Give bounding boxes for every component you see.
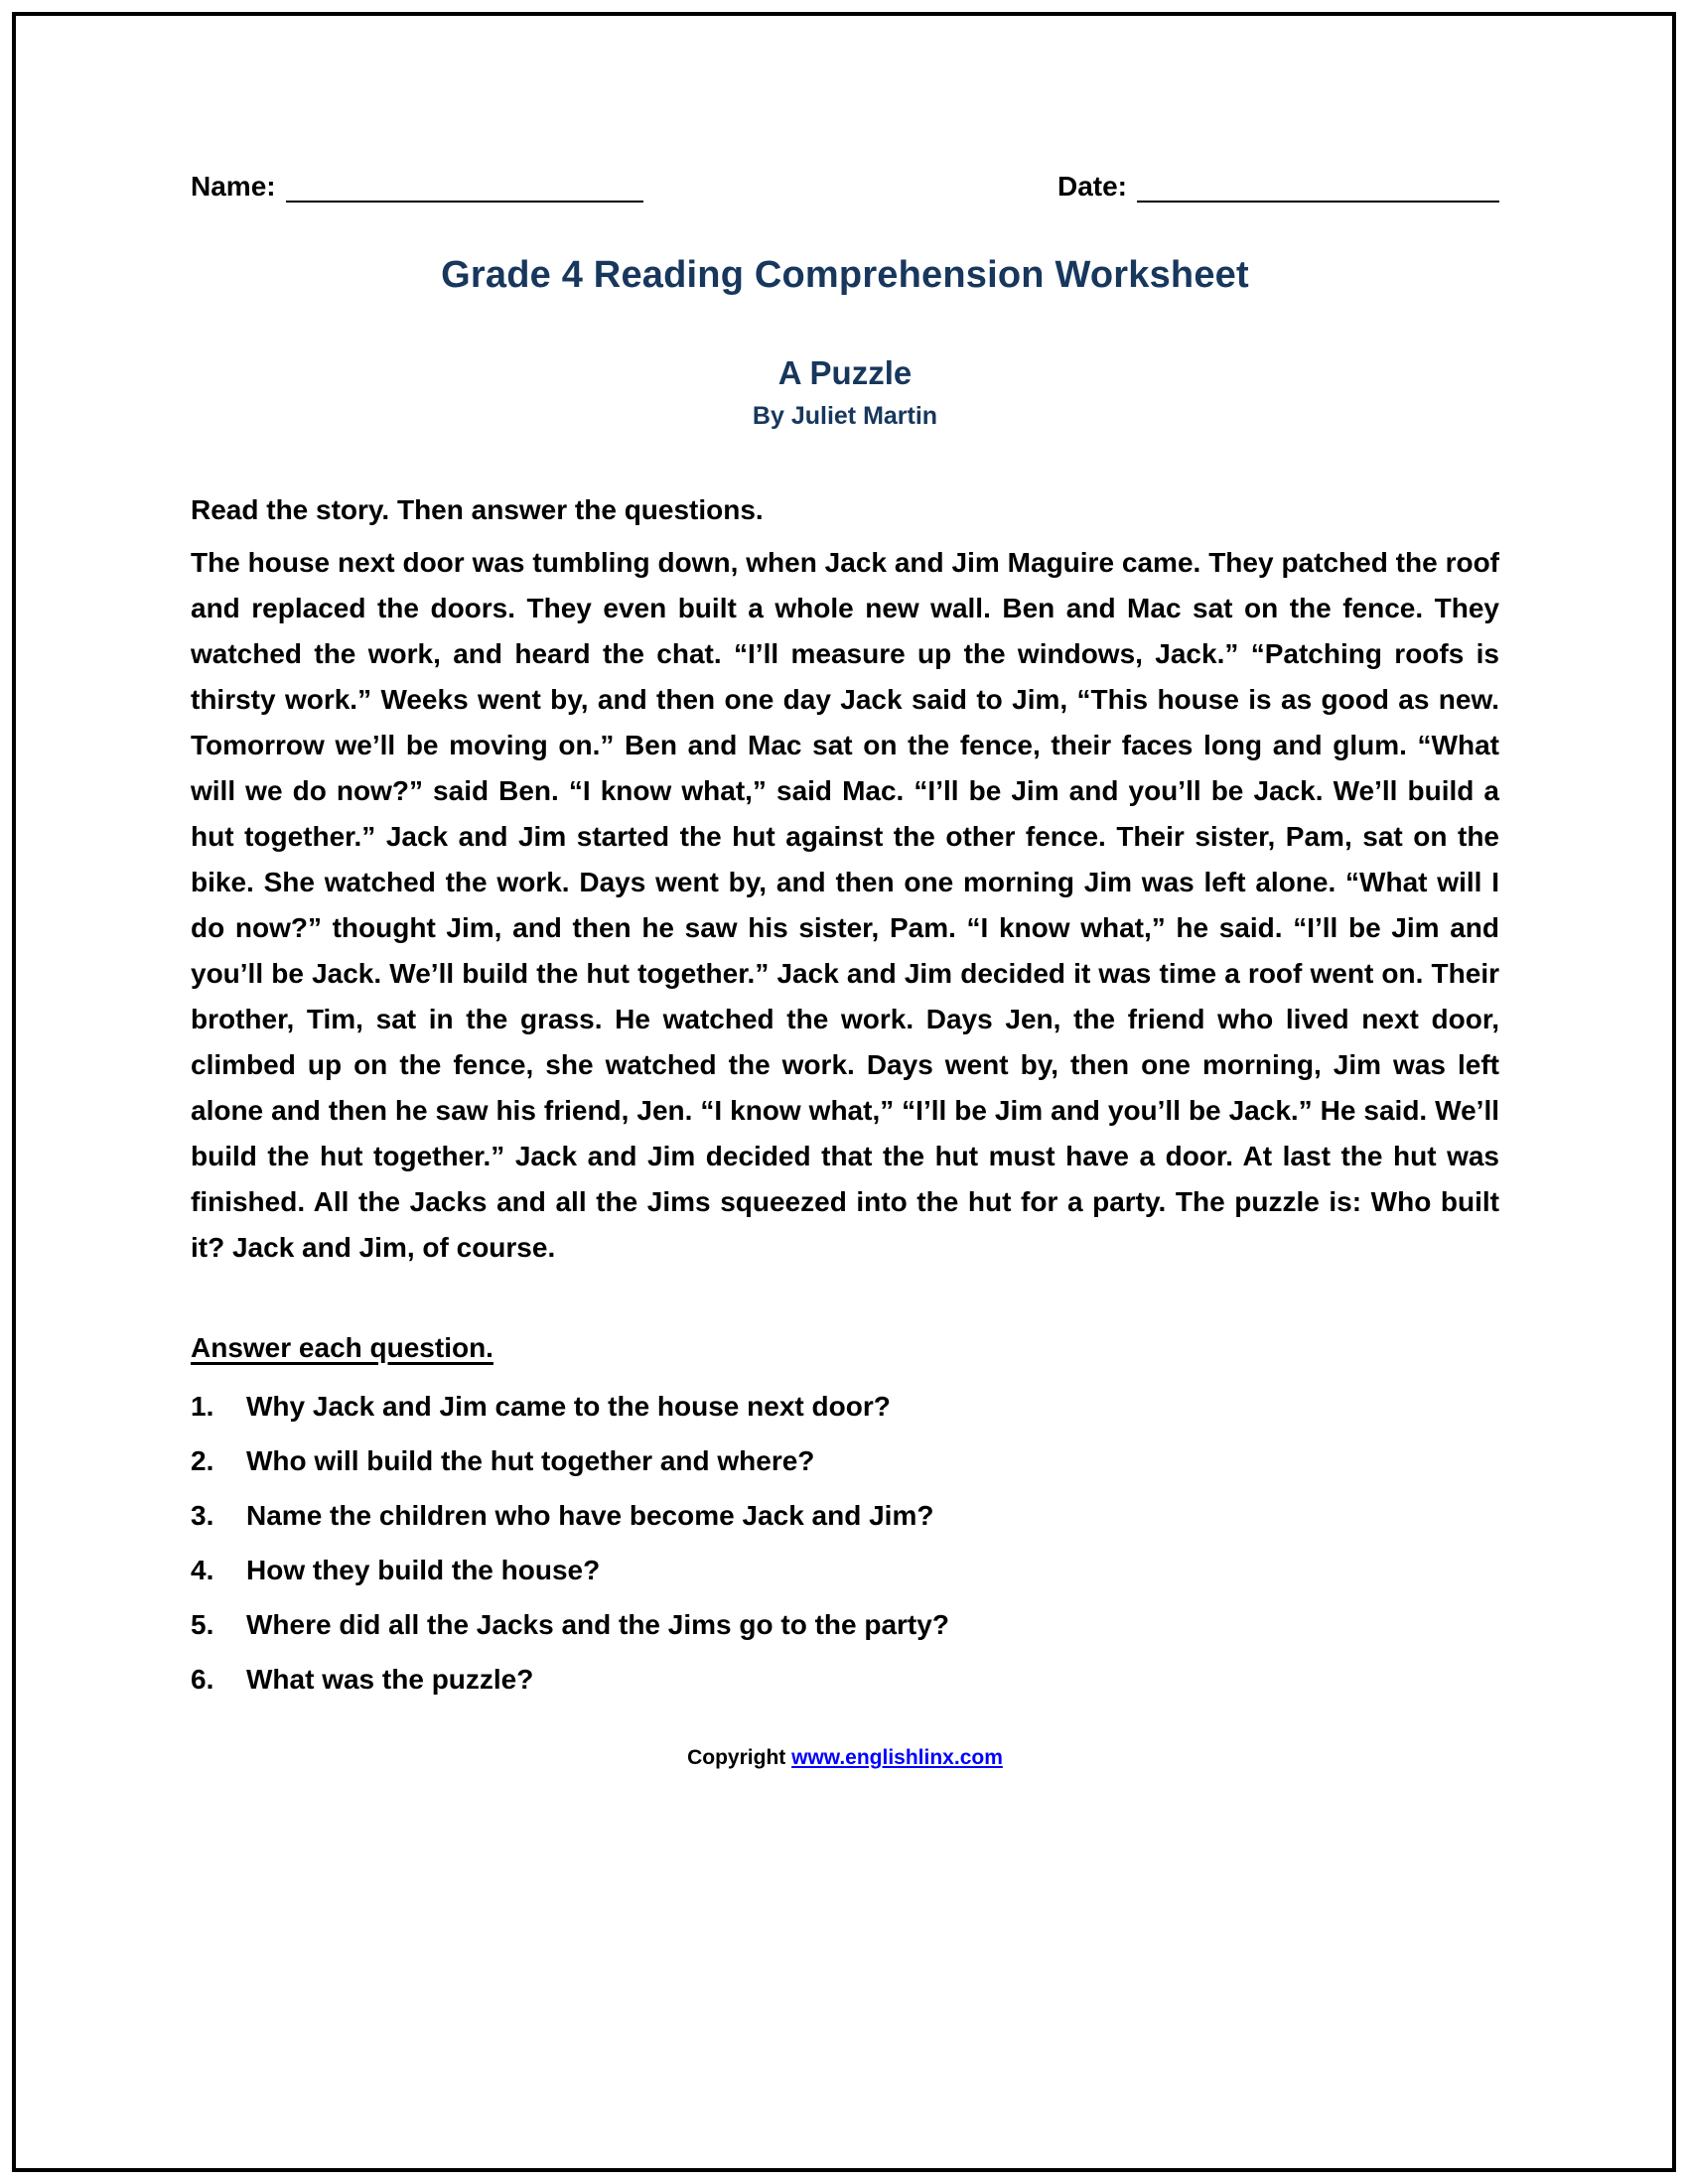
copyright-label: Copyright	[687, 1746, 786, 1769]
name-date-row	[191, 171, 1499, 203]
question-text: Name the children who have become Jack and Jim?	[246, 1500, 934, 1531]
story-text: The house next door was tumbling down, when Jack and Jim Maguire came. They patched the roof and replaced the doors. They even built a whole new wall. Ben and Mac sat on the fence. They watched the work, and heard the chat. “I’ll measure up the windows, Jack.” “Patching roofs is thirsty work.” Weeks went by, and then one day Jack said to Jim, “This house is as good as new. Tomorrow we’ll be moving on.” Ben and Mac sat on the fence, their faces long and glum. “What will we do now?” said Ben. “I know what,” said Mac. “I’ll be Jim and you’ll be Jack. We’ll build a hut together.” Jack and Jim started the hut against the other fence. Their sister, Pam, sat on the bike. She watched the work. Days went by, and then one morning Jim was left alone. “What will I do now?” thought Jim, and then he saw his sister, Pam. “I know what,” he said. “I’ll be Jim and you’ll be Jack. We’ll build the hut together.” Jack and Jim decided it was time a roof went on. Their brother, Tim, sat in the grass. He watched the work. Days Jen, the friend who lived next door, climbed up on the fence, she watched the work. Days went by, then one morning, Jim was left alone and then he saw his friend, Jen. “I know what,” “I’ll be Jim and you’ll be Jack.” He said. We’ll build the hut together.” Jack and Jim decided that the hut must have a door. At last the hut was finished. All the Jacks and all the Jims squeezed into the hut for a party. The puzzle is: Who built it? Jack and Jim, of course.	[191, 547, 1499, 1263]
name-blank-line	[286, 171, 643, 203]
date-blank-line	[1137, 171, 1499, 203]
question-item	[191, 1388, 1499, 1426]
question-number: 5.	[191, 1609, 214, 1640]
question-number: 4.	[191, 1555, 214, 1585]
copyright-link[interactable]: www.englishlinx.com	[791, 1746, 1003, 1769]
questions-list	[191, 1388, 1499, 1699]
question-number: 3.	[191, 1500, 214, 1531]
question-item	[191, 1606, 1499, 1644]
name-label: Name:	[191, 171, 276, 202]
question-item	[191, 1661, 1499, 1699]
question-text: Where did all the Jacks and the Jims go to the party?	[246, 1609, 949, 1640]
question-item	[191, 1442, 1499, 1480]
worksheet-title: Grade 4 Reading Comprehension Worksheet	[441, 254, 1249, 296]
question-text: Who will build the hut together and where?	[246, 1445, 815, 1476]
question-text: How they build the house?	[246, 1555, 601, 1585]
question-item	[191, 1552, 1499, 1589]
question-number: 1.	[191, 1391, 214, 1422]
question-text: Why Jack and Jim came to the house next door?	[246, 1391, 891, 1422]
question-text: What was the puzzle?	[246, 1664, 534, 1695]
worksheet-content	[191, 171, 1499, 1770]
question-item	[191, 1497, 1499, 1535]
name-field-group	[191, 171, 643, 203]
story-author: By Juliet Martin	[752, 402, 938, 430]
copyright-line	[191, 1746, 1499, 1770]
question-number: 2.	[191, 1445, 214, 1476]
date-label: Date:	[1056, 171, 1127, 202]
question-number: 6.	[191, 1664, 214, 1695]
story-title: A Puzzle	[777, 354, 913, 391]
questions-heading: Answer each question.	[191, 1332, 493, 1363]
date-field-group	[1057, 171, 1499, 203]
instructions-text: Read the story. Then answer the questions.	[191, 494, 764, 525]
